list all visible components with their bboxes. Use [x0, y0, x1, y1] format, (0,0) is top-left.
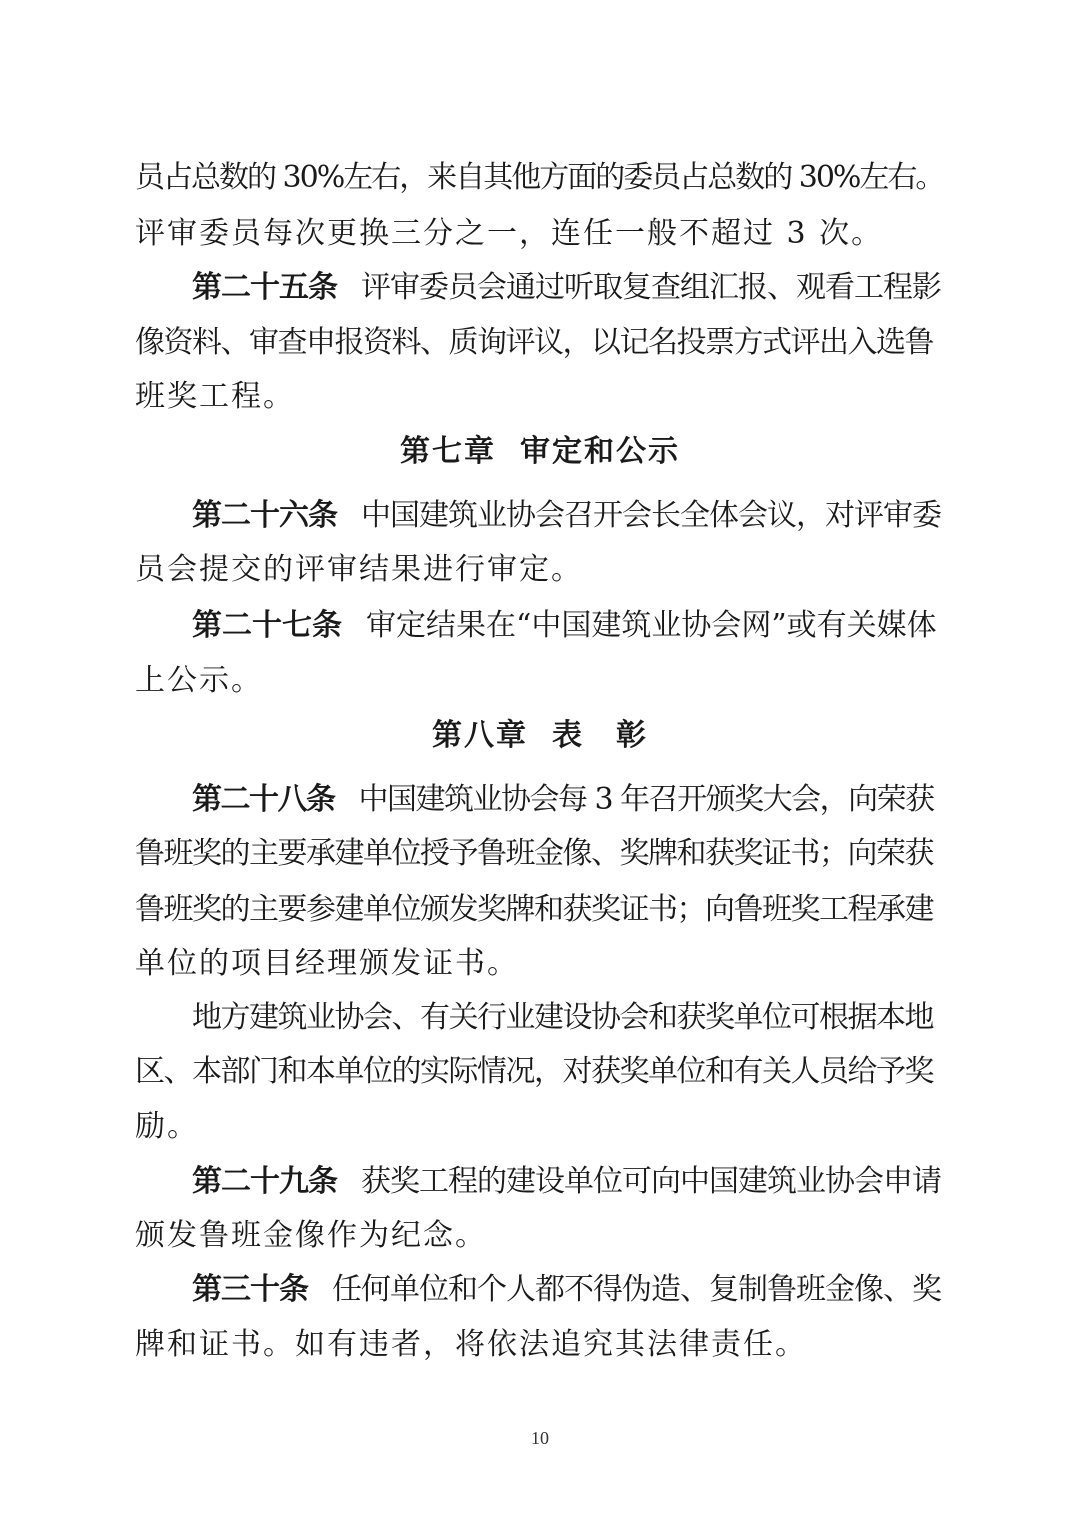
text-line: 像资料、审查申报资料、质询评议，以记名投票方式评出入选鲁 — [135, 325, 933, 360]
text-line: 上公示。 — [135, 663, 263, 698]
text-line: 单位的项目经理颁发证书。 — [135, 946, 519, 981]
chapter-number: 第八章 — [432, 718, 528, 753]
chapter-number: 第七章 — [400, 434, 496, 469]
article-title: 第二十七条 — [192, 608, 342, 643]
article-text: 中国建筑业协会召开会长全体会议，对评审委 — [361, 498, 941, 533]
article-text: 任何单位和个人都不得伪造、复制鲁班金像、奖 — [332, 1272, 941, 1307]
text-line: 员占总数的 30%左右，来自其他方面的委员占总数的 30%左右。 — [135, 160, 944, 195]
article-text: 审定结果在“中国建筑业协会网”或有关媒体 — [366, 608, 937, 643]
article-27 — [192, 606, 937, 646]
text-line: 区、本部门和本单位的实际情况，对获奖单位和有关人员给予奖 — [135, 1054, 933, 1089]
article-25 — [192, 268, 941, 308]
page-number: 10 — [531, 1428, 549, 1448]
chapter-title: 审定和公示 — [520, 434, 680, 469]
article-title: 第三十条 — [192, 1272, 308, 1307]
text-line: 评审委员每次更换三分之一，连任一般不超过 3 次。 — [135, 216, 884, 251]
text-line: 励。 — [135, 1109, 199, 1144]
article-26 — [192, 496, 941, 536]
article-28 — [192, 780, 934, 820]
text-line: 牌和证书。如有违者，将依法追究其法律责任。 — [135, 1327, 807, 1362]
article-title: 第二十六条 — [192, 498, 337, 533]
text-line: 地方建筑业协会、有关行业建设协会和获奖单位可根据本地 — [192, 1000, 933, 1035]
text-line: 鲁班奖的主要承建单位授予鲁班金像、奖牌和获奖证书；向荣获 — [135, 836, 933, 871]
chapter-heading — [0, 716, 1080, 756]
text-line: 员会提交的评审结果进行审定。 — [135, 552, 583, 587]
article-title: 第二十八条 — [192, 782, 335, 817]
article-30 — [192, 1270, 941, 1310]
text-line: 颁发鲁班金像作为纪念。 — [135, 1218, 487, 1253]
text-line: 鲁班奖的主要参建单位颁发奖牌和获奖证书；向鲁班奖工程承建 — [135, 892, 933, 927]
article-text: 评审委员会通过听取复查组汇报、观看工程影 — [361, 270, 941, 305]
article-title: 第二十九条 — [192, 1164, 337, 1199]
chapter-title: 表 彰 — [552, 718, 648, 753]
article-text: 获奖工程的建设单位可向中国建筑业协会申请 — [361, 1164, 941, 1199]
chapter-heading — [0, 432, 1080, 472]
article-title: 第二十五条 — [192, 270, 337, 305]
text-line: 班奖工程。 — [135, 379, 295, 414]
article-text: 中国建筑业协会每 3 年召开颁奖大会，向荣获 — [358, 782, 934, 817]
article-29 — [192, 1162, 941, 1202]
